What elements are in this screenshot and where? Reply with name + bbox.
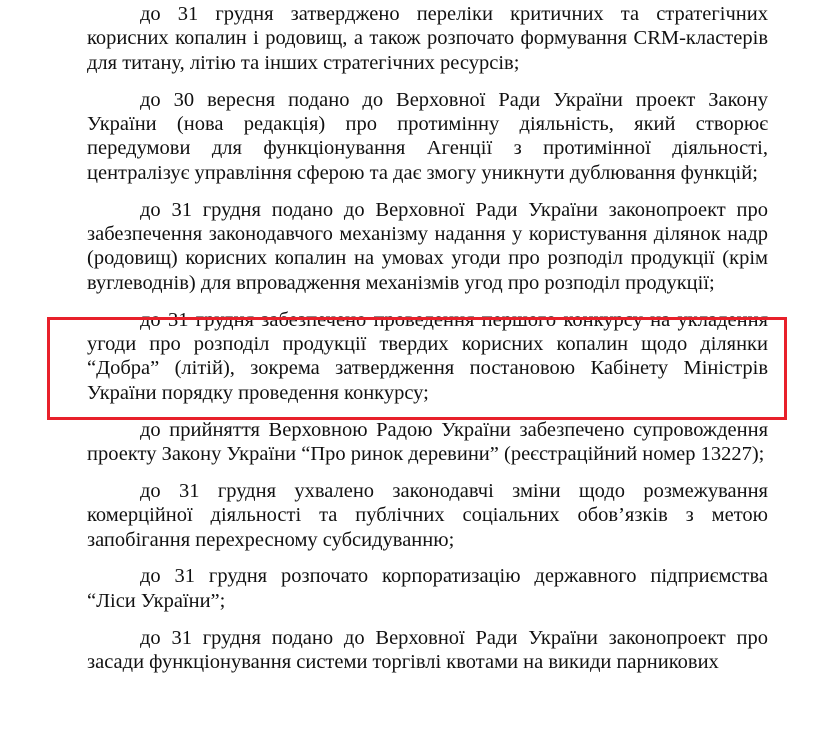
paragraph-psa-bill: до 31 грудня подано до Верховної Ради України законопроект про забезпечення законодавчого механізму надання у користування ділянок надр (родовищ) корисних копалин на умовах угоди про розподіл продукції (крім вуглеводнів) для впровадження механізмів угод про розподіл продукції;	[87, 198, 768, 294]
paragraph-timber-market-law: до прийняття Верховною Радою України забезпечено супровождення проекту Закону України “Про ринок деревини” (реєстраційний номер 13227);	[87, 418, 768, 466]
document-body	[87, 0, 768, 687]
paragraph-emissions-trading: до 31 грудня подано до Верховної Ради України законопроект про засади функціонування системи торгівлі квотами на викиди парникових	[87, 626, 768, 674]
paragraph-forests-corporatization: до 31 грудня розпочато корпоратизацію державного підприємства “Ліси України”;	[87, 565, 768, 612]
paragraph-mine-action-law: до 30 вересня подано до Верховної Ради України проект Закону України (нова редакція) про протимінну діяльність, який створює передумови для функціонування Агенції з протимінної діяльності, централізує управління сферою та дає змогу уникнути дублювання функцій;	[87, 88, 768, 184]
paragraph-dobra-tender: до 31 грудня забезпечено проведення першого конкурсу на укладення угоди про розподіл продукції твердих корисних копалин щодо ділянки “Добра” (літій), зокрема затвердження постановою Кабінету Міністрів України порядку проведення конкурсу;	[87, 308, 768, 404]
paragraph-cross-subsidy: до 31 грудня ухвалено законодавчі зміни щодо розмежування комерційної діяльності та публічних соціальних обов’язків з метою запобігання перехресному субсидуванню;	[87, 479, 768, 551]
paragraph-critical-minerals: до 31 грудня затверджено переліки критичних та стратегічних корисних копалин і родовищ, а також розпочато формування CRM-кластерів для титану, літію та інших стратегічних ресурсів;	[87, 3, 768, 74]
